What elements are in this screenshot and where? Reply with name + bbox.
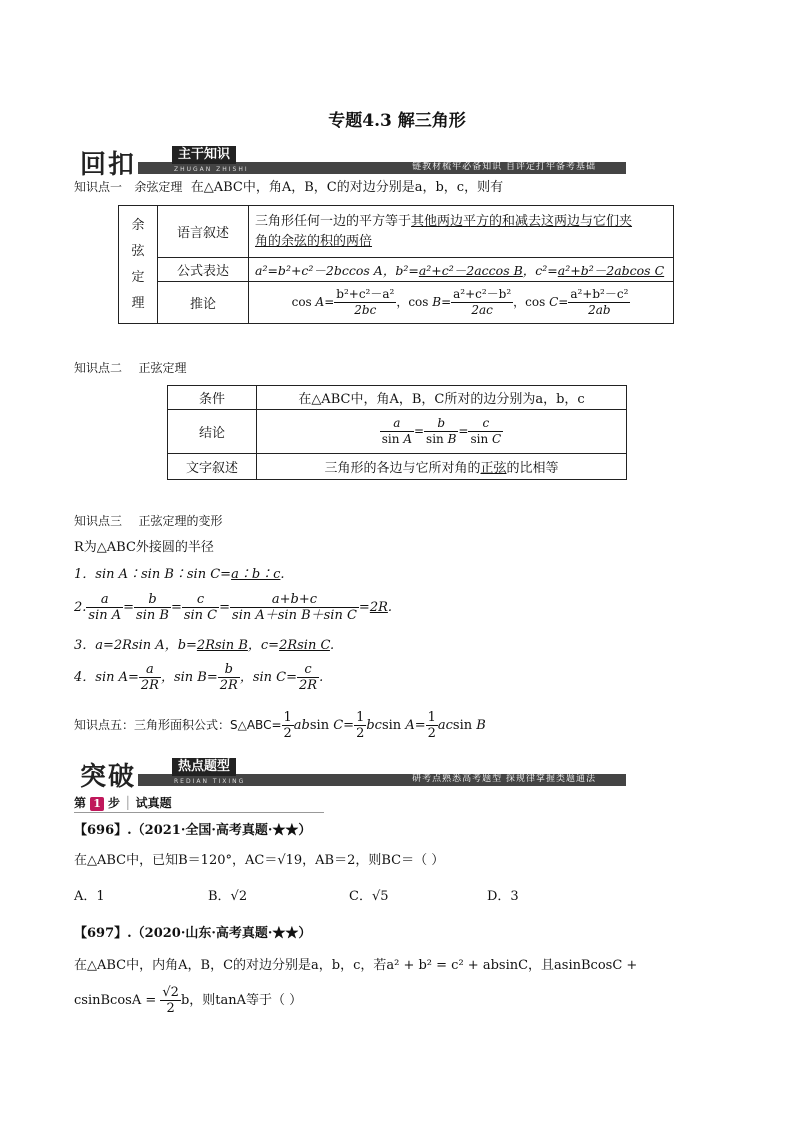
q696-option-b: B．√2 — [208, 889, 248, 904]
banner-tag-sub: ZHUGAN ZHISHI — [174, 166, 249, 173]
formula-a: a²=b²+c²－2bccos A，b²= — [255, 262, 419, 278]
sine-condition-label: 条件 — [168, 386, 257, 410]
q696-stem: 在△ABC中，已知B＝120°，AC＝√19，AB＝2，则BC＝（ ） — [74, 853, 445, 868]
banner-slogan: 链教材梳牢必备知识 自评定打牢备考基础 — [412, 162, 596, 172]
sine-text-value — [257, 454, 627, 480]
q696-option-d: D．3 — [487, 889, 519, 904]
row-language-label: 语言叙述 — [158, 206, 249, 258]
kp3-item-3-u1: 2Rsin B — [196, 638, 248, 653]
kp3-item-3-u2: 2Rsin C — [279, 638, 330, 653]
kp1-name: 余弦定理 — [134, 180, 183, 194]
step-tab: 第 1 步 │ 试真题 — [74, 794, 324, 813]
sine-text-u: 正弦 — [480, 461, 507, 476]
row-language-text-a: 三角形任何一边的平方等于 — [255, 213, 412, 229]
kp3-title — [74, 512, 223, 531]
q696-option-c: C．√5 — [349, 889, 389, 904]
formula-c: a²+b²－2abcos C — [557, 262, 665, 278]
row-language-text-c: 角的余弦的积的两倍 — [255, 233, 373, 249]
sine-text-a: 三角形的各边与它所对角的 — [324, 461, 481, 476]
kp5-area-formula: 知识点五：三角形面积公式：S△ABC= $\frac{1}{2}$ absin C= $\frac{1}{2}$ bcsin A= $\frac{1}{2}$ acsin B — [74, 710, 486, 741]
sine-text-b: 的比相等 — [506, 461, 559, 476]
kp3-item-1-a: 1．sin A∶sin B∶sin C= — [74, 567, 232, 582]
cosine-law-side-label — [119, 206, 158, 324]
sine-law-table — [167, 385, 627, 480]
kp2-heading: 知识点二 — [74, 361, 123, 375]
kp2-title — [74, 359, 187, 378]
kp3-item-1: 1．sin A∶sin B∶sin C=a∶b∶c. — [74, 567, 285, 582]
step-suffix: 步 — [108, 796, 121, 810]
q697-stem-line1: 在△ABC中，内角A，B，C的对边分别是a，b，c，若a² + b² = c² + absinC，且asinBcosC + — [74, 958, 638, 973]
sine-conclusion-value: $\frac{a}{\text{sin A}}$ = $\frac{b}{\text{sin B}}$ = $\frac{c}{\text{sin C}}$ — [257, 410, 627, 454]
q697-stem2-a: csinBcosA = — [74, 993, 157, 1008]
page-title: 专题4.3 解三角形 — [328, 111, 466, 131]
kp3-heading: 知识点三 — [74, 514, 123, 528]
kp3-item-2-u: 2R — [369, 600, 388, 615]
step-name: 试真题 — [135, 796, 172, 810]
q696-head: 【696】.（2021·全国·高考真题·★★） — [74, 823, 312, 838]
banner-tag-sub: REDIAN TIXING — [174, 778, 246, 785]
kp3-name: 正弦定理的变形 — [138, 514, 223, 528]
side-label-text: 余弦定理 — [131, 217, 145, 311]
section-banner-review — [74, 147, 626, 180]
formula-b: a²+c²－2accos B — [418, 262, 523, 278]
q696-option-a: A．1 — [74, 889, 105, 904]
step-number: 1 — [90, 797, 104, 811]
row-formula-value — [249, 258, 674, 282]
step-prefix: 第 — [74, 796, 87, 810]
kp3-item-3: 3．a=2Rsin A，b=2Rsin B，c=2Rsin C. — [74, 638, 335, 653]
sine-text-label: 文字叙述 — [168, 454, 257, 480]
sine-conclusion-label: 结论 — [168, 410, 257, 454]
row-corollary-value: cos A= $\frac{\text{b²+c²－a²}}{2bc}$ ，cos B= $\frac{\text{a²+c²－b²}}{2ac}$ ，cos C= $\frac{\text{a²+b²－c²}}{2ab}$ — [249, 282, 674, 324]
kp3-item-2: 2. $\frac{a}{\text{sin A}}$ = $\frac{b}{\text{sin B}}$ = $\frac{c}{\text{sin C}}$ = $\frac{a+b+c}{\text{sin A＋sin B＋sin C}}$ =2R. — [74, 592, 393, 623]
kp5-text: 知识点五：三角形面积公式：S△ABC= — [74, 718, 282, 732]
banner-big-word: 突破 — [80, 762, 137, 792]
kp3-item-2-prefix: 2. — [74, 600, 87, 615]
row-language-text-b: 其他两边平方的和减去这两边与它们夹 — [411, 213, 633, 229]
banner-big-word: 回扣 — [80, 150, 137, 180]
row-formula-label: 公式表达 — [158, 258, 249, 282]
cosine-law-table — [118, 205, 674, 324]
kp1-heading: 知识点一 — [74, 180, 123, 194]
kp3-radius-line: R为△ABC外接圆的半径 — [74, 540, 214, 555]
banner-tag: 主干知识 — [172, 146, 236, 164]
kp3-item-4-prefix: 4． — [74, 670, 96, 685]
row-language-value — [249, 206, 674, 258]
row-corollary-label: 推论 — [158, 282, 249, 324]
kp3-item-3-a: 3．a=2Rsin A，b= — [74, 638, 197, 653]
kp3-item-1-u: a∶b∶c — [231, 567, 281, 582]
q697-head: 【697】.（2020·山东·高考真题·★★） — [74, 926, 312, 941]
q697-stem2-b: b，则tanA等于（ ） — [180, 993, 303, 1008]
kp3-item-4: 4．sin A= $\frac{a}{2R}$ ，sin B= $\frac{b}{2R}$ ，sin C= $\frac{c}{2R}$ . — [74, 662, 324, 693]
section-banner-breakthrough — [74, 759, 626, 792]
banner-tag: 热点题型 — [172, 758, 236, 776]
kp1-intro — [74, 178, 503, 197]
kp3-item-3-b: ，c= — [247, 638, 280, 653]
formula-c-prefix: ，c²= — [522, 262, 558, 278]
kp1-intro-text: 在△ABC中，角A，B，C的对边分别是a，b，c，则有 — [190, 180, 504, 195]
sine-condition-value: 在△ABC中，角A，B，C所对的边分别为a，b，c — [257, 386, 627, 410]
banner-slogan: 研考点熟悉高考题型 探规律掌握类题通法 — [412, 774, 596, 784]
kp2-name: 正弦定理 — [138, 361, 187, 375]
q697-stem-line2: csinBcosA = $\frac{√2}{2}$ b，则tanA等于（ ） — [74, 985, 303, 1016]
